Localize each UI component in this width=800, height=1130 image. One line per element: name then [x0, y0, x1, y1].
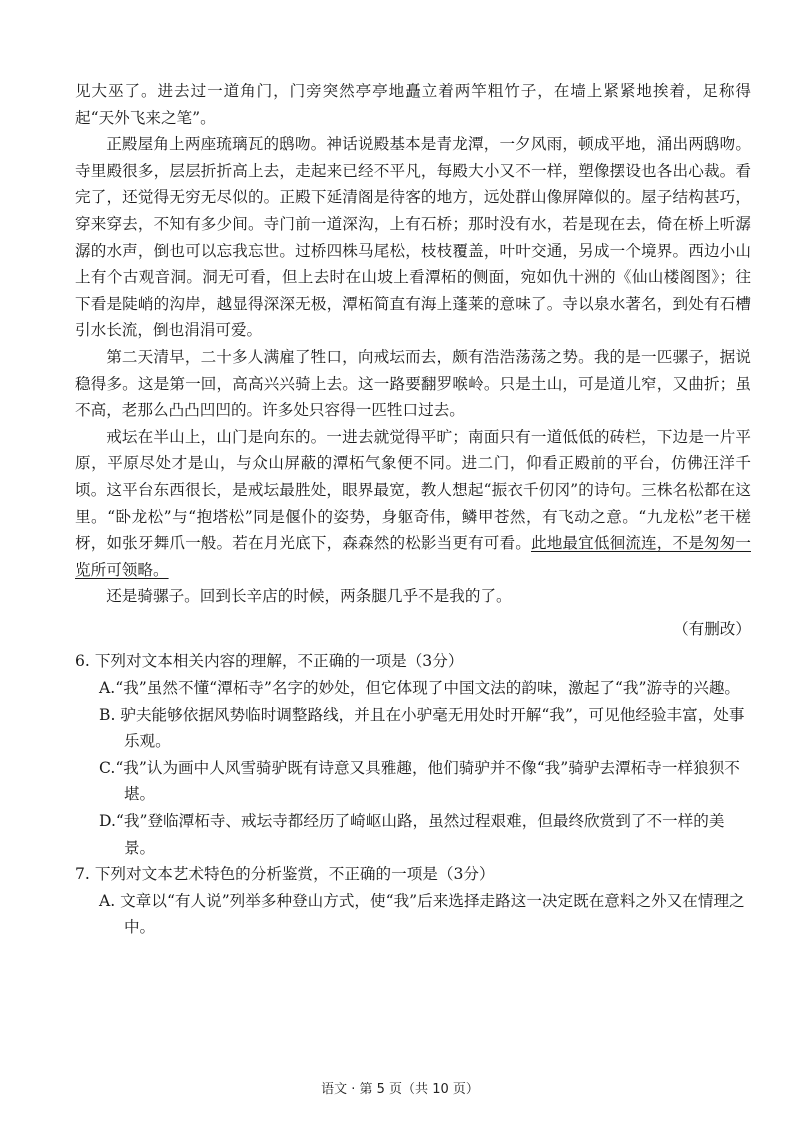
- question-7-stem: 7. 下列对文本艺术特色的分析鉴赏，不正确的一项是（3分）: [75, 865, 495, 884]
- question-7-option-a: A. 文章以“有人说”列举多种登山方式，使“我”后来选择走路这一决定既在意料之外又在情理之中。: [99, 891, 745, 937]
- question-6-option-a: A.“我”虽然不懂“潭柘寺”名字的妙处，但它体现了中国文法的韵味，激起了“我”游寺的兴趣。: [99, 679, 741, 698]
- underlined-sentence: 此地最宜低徊流连，不是匆匆一览所可领略。: [75, 534, 751, 579]
- question-6-option-b: B. 驴夫能够依据风势临时调整路线，并且在小驴毫无用处时开解“我”，可见他经验丰富，处事乐观。: [99, 705, 745, 751]
- passage-paragraph-4: [75, 424, 751, 584]
- passage-body: [75, 78, 751, 941]
- passage-paragraph-5: 还是骑骡子。回到长辛店的时候，两条腿几乎不是我的了。: [106, 587, 512, 606]
- passage-paragraph-3: 第二天清早，二十多人满雇了牲口，向戒坛而去，颇有浩浩荡荡之势。我的是一匹骡子，据说稳得多。这是第一回，高高兴兴骑上去。这一路要翻罗喉岭。只是土山，可是道儿窄，又曲折；虽不高，老那么凸凸凹凹的。许多处只容得一匹牲口过去。: [75, 347, 751, 420]
- source-note: （有删改）: [673, 619, 751, 638]
- passage-paragraph-1: 见大巫了。进去过一道角门，门旁突然亭亭地矗立着两竿粗竹子，在墙上紧紧地挨着，足称得起“天外飞来之笔”。: [75, 82, 751, 127]
- question-6-stem: 6. 下列对文本相关内容的理解，不正确的一项是（3分）: [75, 652, 464, 671]
- page-footer: 语文 · 第 5 页（共 10 页）: [321, 1082, 479, 1097]
- passage-paragraph-2: 正殿屋角上两座琉璃瓦的鸱吻。神话说殿基本是青龙潭，一夕风雨，顿成平地，涌出两鸱吻。寺里殿很多，层层折折高上去，走起来已经不平凡，每殿大小又不一样，塑像摆设也各出心裁。看完了，还觉得无穷无尽似的。正殿下延清阁是待客的地方，远处群山像屏障似的。屋子结构甚巧，穿来穿去，不知有多少间。寺门前一道深沟，上有石桥；那时没有水，若是现在去，倚在桥上听潺潺的水声，倒也可以忘我忘世。过桥四株马尾松，枝枝覆盖，叶叶交通，另成一个境界。西边小山上有个古观音洞。洞无可看，但上去时在山坡上看潭柘的侧面，宛如仇十洲的《仙山楼阁图》；往下看是陡峭的沟岸，越显得深深无极，潭柘简直有海上蓬莱的意味了。寺以泉水著名，到处有石槽引水长流，倒也涓涓可爱。: [75, 135, 751, 340]
- passage-paragraph-4-text: 戒坛在半山上，山门是向东的。一进去就觉得平旷；南面只有一道低低的砖栏，下边是一片平原，平原尽处才是山，与众山屏蔽的潭柘气象便不同。进二门，仰看正殿前的平台，仿佛汪洋千顷。这平台东西很长，是戒坛最胜处，眼界最宽，教人想起“振衣千仞冈”的诗句。三株名松都在这里。“卧龙松”与“抱塔松”同是偃仆的姿势，身躯奇伟，鳞甲苍然，有飞动之意。“九龙松”老干槎枒，如张牙舞爪一般。若在月光底下，森森然的松影当更有可看。: [75, 427, 751, 553]
- question-6-option-d: D.“我”登临潭柘寺、戒坛寺都经历了崎岖山路，虽然过程艰难，但最终欣赏到了不一样的美景。: [99, 812, 725, 857]
- question-6-option-c: C.“我”认为画中人风雪骑驴既有诗意又具雅趣，他们骑驴并不像“我”骑驴去潭柘寺一样狼狈不堪。: [99, 758, 740, 804]
